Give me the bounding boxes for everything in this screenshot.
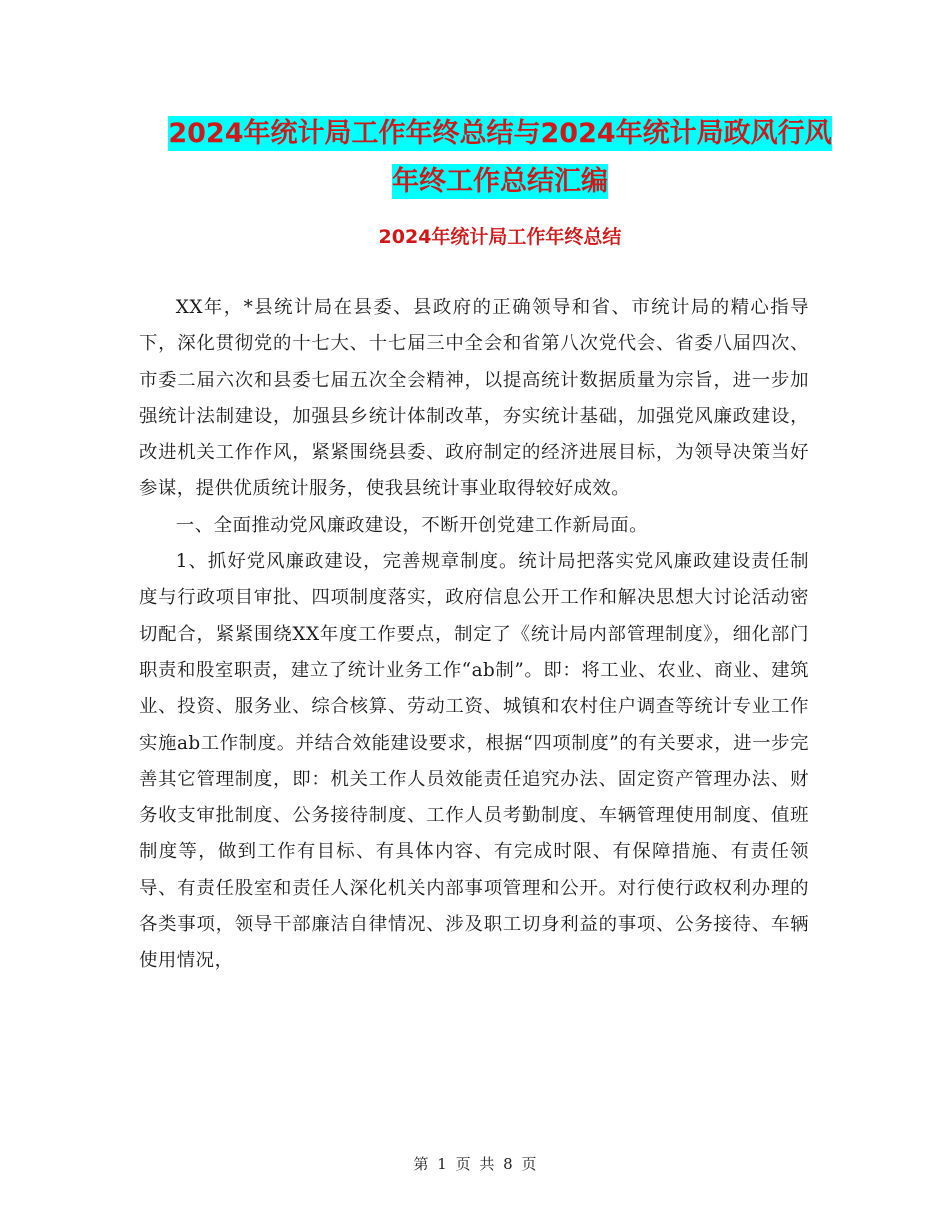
section-title: 2024年统计局工作年终总结	[378, 226, 622, 248]
document-title-line-2: 年终工作总结汇编	[392, 166, 608, 197]
page-footer: 第 1 页 共 8 页	[413, 1155, 537, 1173]
document-title	[140, 110, 860, 206]
document-body	[139, 290, 809, 980]
paragraph-heading-1: 一、全面推动党风廉政建设，不断开创党建工作新局面。	[175, 514, 649, 536]
document-title-line-1: 2024年统计局工作年终总结与2024年统计局政风行风	[168, 118, 832, 149]
paragraph-intro: XX年，*县统计局在县委、县政府的正确领导和省、市统计局的精心指导下，深化贯彻党的十七大、十七届三中全会和省第八次党代会、省委八届四次、市委二届六次和县委七届五次全会精神，以提高统计数据质量为宗旨，进一步加强统计法制建设，加强县乡统计体制改革，夯实统计基础，加强党风廉政建设，改进机关工作作风，紧紧围绕县委、政府制定的经济进展目标，为领导决策当好参谋，提供优质统计服务，使我县统计事业取得较好成效。	[139, 297, 809, 500]
paragraph-item-1: 1、抓好党风廉政建设，完善规章制度。统计局把落实党风廉政建设责任制度与行政项目审批、四项制度落实，政府信息公开工作和解决思想大讨论活动密切配合，紧紧围绕XX年度工作要点，制定了《统计局内部管理制度》，细化部门职责和股室职责，建立了统计业务工作“ab制”。即：将工业、农业、商业、建筑业、投资、服务业、综合核算、劳动工资、城镇和农村住户调查等统计专业工作实施ab工作制度。并结合效能建设要求，根据“四项制度”的有关要求，进一步完善其它管理制度，即：机关工作人员效能责任追究办法、固定资产管理办法、财务收支审批制度、公务接待制度、工作人员考勤制度、车辆管理使用制度、值班制度等，做到工作有目标、有具体内容、有完成时限、有保障措施、有责任领导、有责任股室和责任人深化机关内部事项管理和公开。对行使行政权利办理的各类事项，领导干部廉洁自律情况、涉及职工切身利益的事项、公务接待、车辆使用情况，	[139, 551, 809, 972]
